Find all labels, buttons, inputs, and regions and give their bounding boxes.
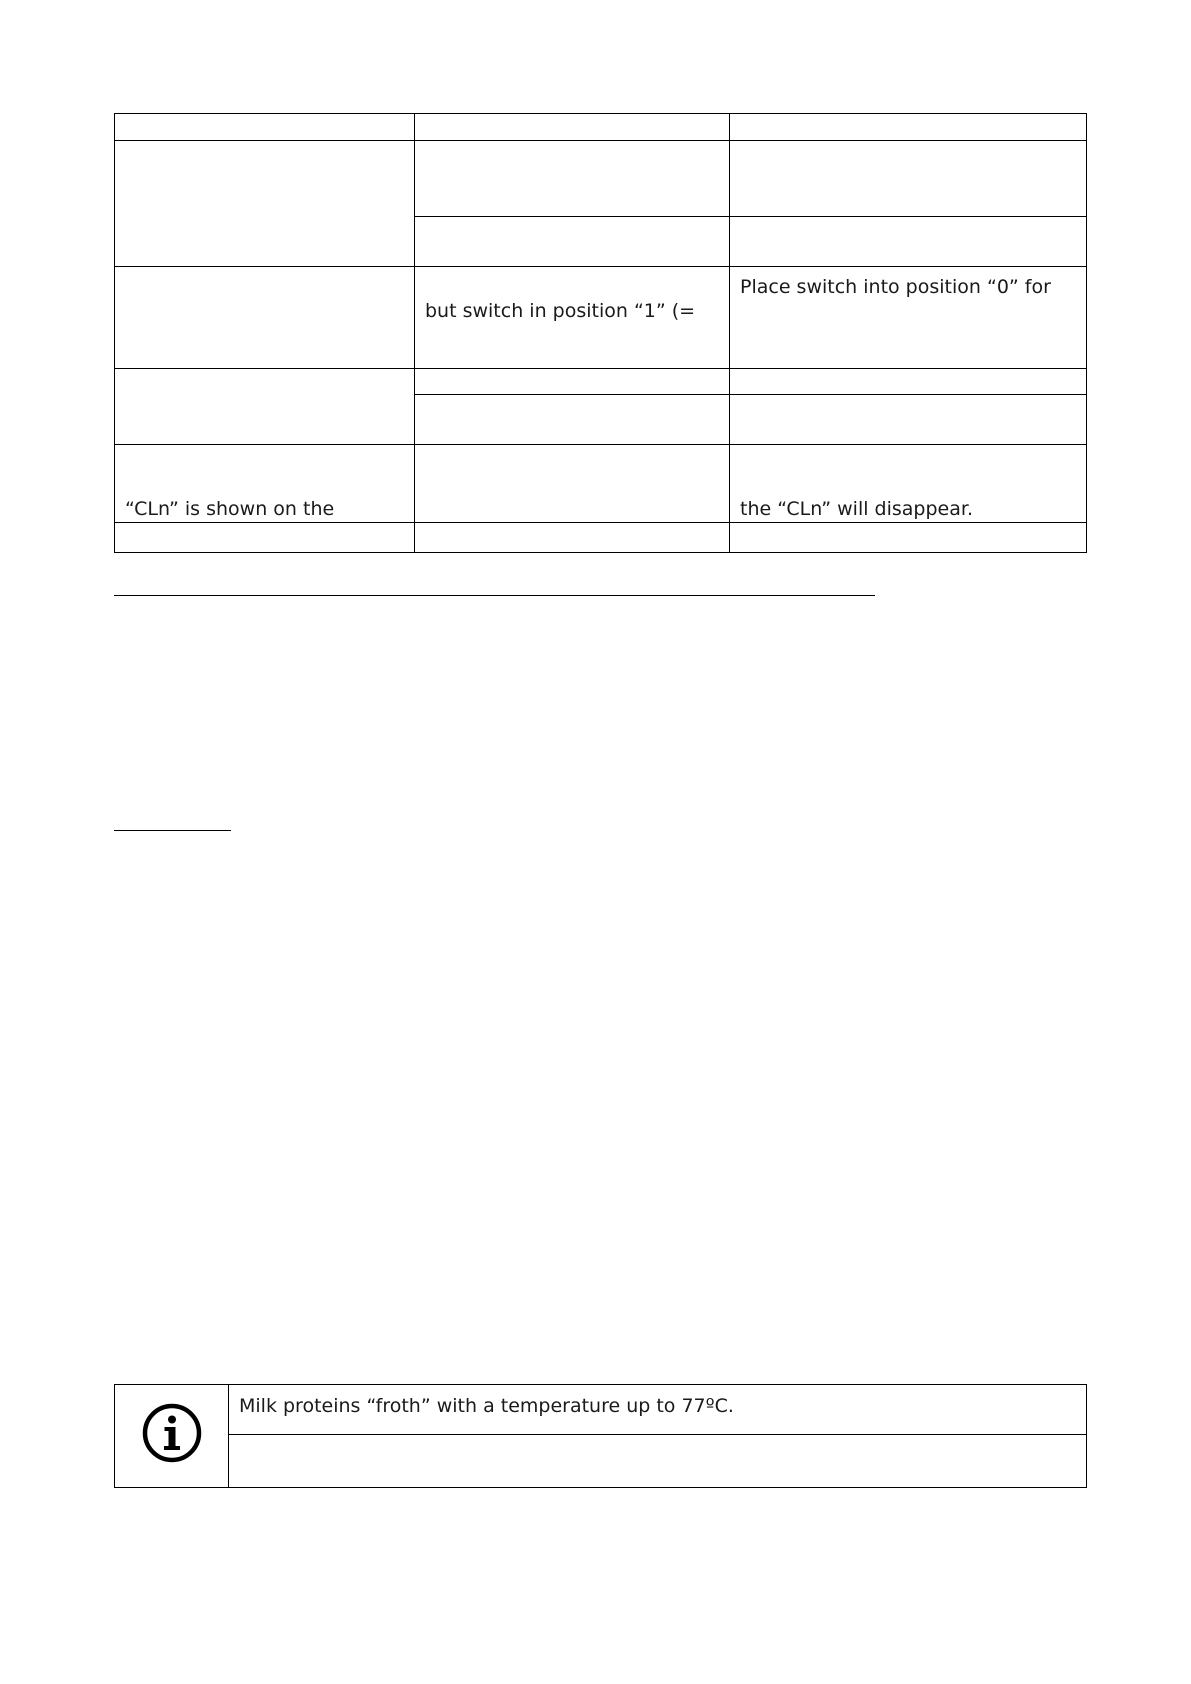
header-cause xyxy=(415,114,730,141)
table-row xyxy=(115,141,1087,217)
cause-cell: but switch in position “1” (= xyxy=(415,267,730,369)
cause-cell xyxy=(415,395,730,445)
header-problem xyxy=(115,114,415,141)
subheading-underline xyxy=(114,830,231,831)
cause-cell xyxy=(415,141,730,217)
solution-cell xyxy=(730,141,1087,217)
solution-cell xyxy=(730,369,1087,395)
info-text-line-1: Milk proteins “froth” with a temperature up to 77ºC. xyxy=(229,1385,1087,1435)
problem-cell xyxy=(115,141,415,267)
info-note-box xyxy=(114,1384,1087,1488)
header-solution xyxy=(730,114,1087,141)
table-row xyxy=(115,369,1087,395)
solution-cell xyxy=(730,523,1087,553)
table-row xyxy=(115,523,1087,553)
problem-cell xyxy=(115,523,415,553)
problem-cell xyxy=(115,267,415,369)
cause-cell xyxy=(415,445,730,523)
problem-cell: “CLn” is shown on the xyxy=(115,445,415,523)
info-row xyxy=(115,1435,1087,1488)
problem-cell xyxy=(115,369,415,445)
solution-cell xyxy=(730,217,1087,267)
troubleshooting-table xyxy=(114,113,1087,553)
info-circle-icon xyxy=(141,1402,203,1464)
solution-cell xyxy=(730,395,1087,445)
info-icon-cell xyxy=(115,1385,229,1488)
info-row xyxy=(115,1385,1087,1435)
info-text-line-2 xyxy=(229,1435,1087,1488)
cause-cell xyxy=(415,523,730,553)
solution-cell: Place switch into position “0” for xyxy=(730,267,1087,369)
table-row xyxy=(115,267,1087,369)
solution-cell: the “CLn” will disappear. xyxy=(730,445,1087,523)
cause-cell xyxy=(415,217,730,267)
section-heading-underline xyxy=(114,595,875,596)
table-row xyxy=(115,445,1087,523)
table-header-row xyxy=(115,114,1087,141)
cause-cell xyxy=(415,369,730,395)
